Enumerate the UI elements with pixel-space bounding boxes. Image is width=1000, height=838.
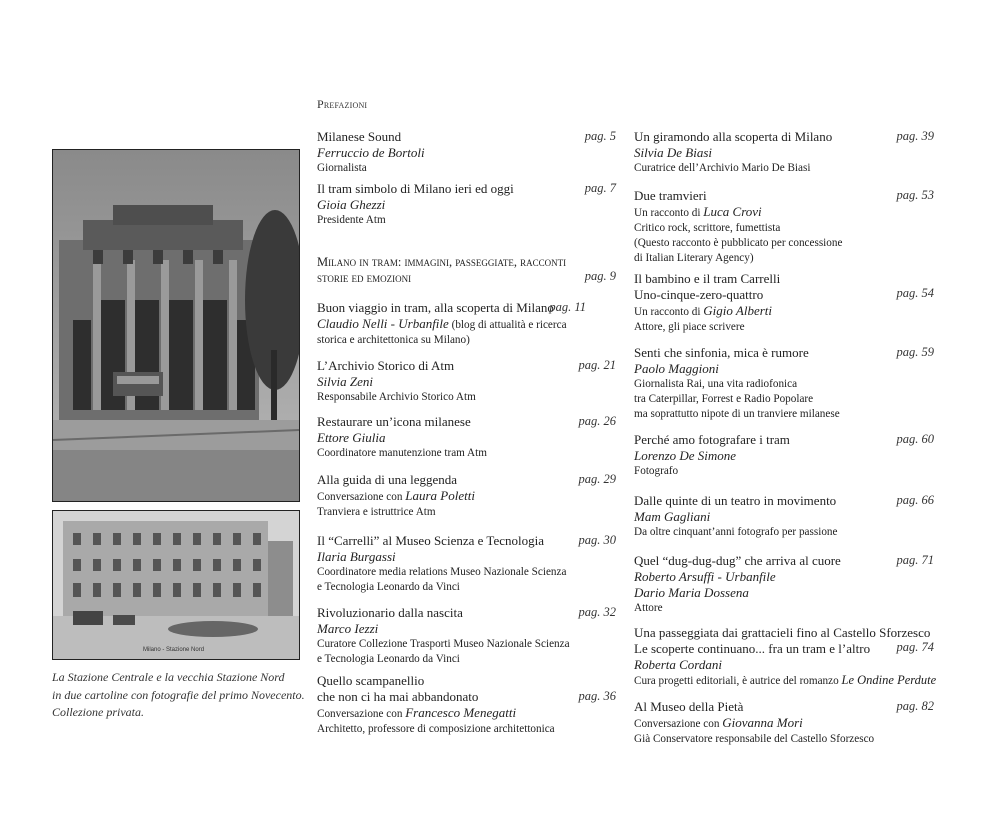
stazione-nord-illustration xyxy=(53,511,299,659)
entry-desc: tra Caterpillar, Forrest e Radio Popolare xyxy=(634,393,814,405)
entry-page: pag. 36 xyxy=(578,689,616,703)
caption-line: in due cartoline con fotografie del primo Novecento. xyxy=(52,687,305,702)
entry-author: Francesco Menegatti xyxy=(405,705,517,720)
entry-author: Giovanna Mori xyxy=(722,715,803,730)
entry-page: pag. 53 xyxy=(896,188,934,202)
entry-author: Silvia De Biasi xyxy=(634,145,712,160)
entry-title: L’Archivio Storico di Atm xyxy=(317,358,455,373)
entry-title: Quello scampanellio xyxy=(317,673,425,688)
entry-author: Gigio Alberti xyxy=(703,303,773,318)
entry-desc: Cura progetti editoriali, è autrice del romanzo xyxy=(634,675,842,687)
entry-page: pag. 54 xyxy=(896,286,934,300)
entry-desc: Architetto, professore di composizione architettonica xyxy=(317,723,555,735)
entry-author: Paolo Maggioni xyxy=(634,361,719,376)
entry-conv: Un racconto di xyxy=(634,306,704,318)
entry-author: Gioia Ghezzi xyxy=(317,197,386,212)
stazione-centrale-illustration xyxy=(53,150,299,501)
entry-author-2: Dario Maria Dossena xyxy=(634,585,749,600)
entry-author: Luca Crovi xyxy=(703,204,762,219)
photo-stazione-nord xyxy=(52,510,300,660)
entry-author: Roberto Arsuffi - Urbanfile xyxy=(634,569,776,584)
entry-desc: Già Conservatore responsabile del Castello Sforzesco xyxy=(634,733,875,745)
entry-title: Quel “dug-dug-dug” che arriva al cuore xyxy=(634,553,841,568)
entry-page: pag. 5 xyxy=(584,129,616,143)
entry-title: Milanese Sound xyxy=(317,129,402,144)
entry-title: Un giramondo alla scoperta di Milano xyxy=(634,129,833,144)
entry-title: Il bambino e il tram Carrelli xyxy=(634,271,781,286)
toc-entry-right-2 xyxy=(634,271,934,335)
toc-entry-right-7 xyxy=(634,625,964,689)
entry-page: pag. 60 xyxy=(896,432,934,446)
caption-line: La Stazione Centrale e la vecchia Stazione Nord xyxy=(52,670,285,684)
entry-desc: storica e architettonica su Milano) xyxy=(317,334,470,346)
entry-title: Una passeggiata dai grattacieli fino al Castello Sforzesco xyxy=(634,625,931,640)
entry-author-suffix: (blog di attualità e ricerca xyxy=(448,319,567,331)
entry-page: pag. 66 xyxy=(896,493,934,507)
entry-page: pag. 39 xyxy=(896,129,934,143)
entry-desc: di Italian Literary Agency) xyxy=(634,252,754,264)
entry-desc: e Tecnologia Leonardo da Vinci xyxy=(317,653,460,665)
entry-page: pag. 32 xyxy=(578,605,616,619)
entry-desc: ma soprattutto nipote di un tranviere milanese xyxy=(634,408,840,420)
entry-author: Silvia Zeni xyxy=(317,374,373,389)
entry-conv: Un racconto di xyxy=(634,207,704,219)
entry-desc: Da oltre cinquant’anni fotografo per passione xyxy=(634,526,838,538)
entry-page: pag. 82 xyxy=(896,699,934,713)
photo-stazione-centrale xyxy=(52,149,300,502)
entry-title: Senti che sinfonia, mica è rumore xyxy=(634,345,809,360)
entry-desc: Critico rock, scrittore, fumettista xyxy=(634,222,781,234)
entry-title-line2: Le scoperte continuano... fra un tram e l’altro xyxy=(634,641,871,656)
entry-page: pag. 29 xyxy=(578,472,616,486)
caption-line: Collezione privata. xyxy=(52,705,144,719)
toc-entry-left-8 xyxy=(317,673,617,737)
entry-title: Restaurare un’icona milanese xyxy=(317,414,471,429)
photo-caption xyxy=(52,669,305,722)
section-head-line: Milano in tram: immagini, passeggiate, racconti xyxy=(317,255,567,269)
entry-title-line2: che non ci ha mai abbandonato xyxy=(317,689,479,704)
entry-title: Il tram simbolo di Milano ieri ed oggi xyxy=(317,181,514,196)
entry-desc: Responsabile Archivio Storico Atm xyxy=(317,391,476,403)
entry-title: Rivoluzionario dalla nascita xyxy=(317,605,463,620)
entry-page: pag. 74 xyxy=(896,640,934,654)
entry-conv: Conversazione con xyxy=(317,708,406,720)
entry-title: Il “Carrelli” al Museo Scienza e Tecnologia xyxy=(317,533,544,548)
entry-desc-italic: Le Ondine Perdute xyxy=(841,673,937,687)
entry-conv: Conversazione con xyxy=(634,718,723,730)
entry-page: pag. 7 xyxy=(584,181,616,195)
entry-desc: Curatrice dell’Archivio Mario De Biasi xyxy=(634,162,811,174)
section-head-prefazioni: Prefazioni xyxy=(317,97,368,111)
entry-author: Ilaria Burgassi xyxy=(317,549,396,564)
entry-desc: Coordinatore media relations Museo Nazionale Scienza xyxy=(317,566,567,578)
entry-title: Alla guida di una leggenda xyxy=(317,472,458,487)
entry-desc: Giornalista xyxy=(317,162,367,174)
entry-title: Dalle quinte di un teatro in movimento xyxy=(634,493,837,508)
entry-page: pag. 59 xyxy=(896,345,934,359)
entry-desc: Coordinatore manutenzione tram Atm xyxy=(317,447,487,459)
entry-author: Claudio Nelli - Urbanfile xyxy=(317,316,449,331)
entry-author: Laura Poletti xyxy=(405,488,475,503)
entry-author: Mam Gagliani xyxy=(634,509,711,524)
entry-author: Marco Iezzi xyxy=(317,621,379,636)
entry-desc: Tranviera e istruttrice Atm xyxy=(317,506,436,518)
entry-page: pag. 71 xyxy=(896,553,934,567)
entry-page: pag. 21 xyxy=(578,358,616,372)
entry-desc: Curatore Collezione Trasporti Museo Nazionale Scienza xyxy=(317,638,570,650)
entry-desc: (Questo racconto è pubblicato per concessione xyxy=(634,237,843,249)
entry-page: pag. 30 xyxy=(578,533,616,547)
entry-desc: Attore xyxy=(634,602,663,614)
entry-title: Due tramvieri xyxy=(634,188,707,203)
entry-author: Roberta Cordani xyxy=(634,657,722,672)
entry-page: pag. 26 xyxy=(578,414,616,428)
entry-desc: Attore, gli piace scrivere xyxy=(634,321,745,333)
entry-conv: Conversazione con xyxy=(317,491,406,503)
entry-title-line2: Uno-cinque-zero-quattro xyxy=(634,287,764,302)
section-head-page: pag. 9 xyxy=(584,269,616,283)
entry-author: Lorenzo De Simone xyxy=(634,448,737,463)
entry-desc: Presidente Atm xyxy=(317,214,386,226)
entry-desc: Fotografo xyxy=(634,465,679,477)
entry-title: Al Museo della Pietà xyxy=(634,699,744,714)
section-head-line: storie ed emozioni xyxy=(317,271,412,285)
entry-author: Ferruccio de Bortoli xyxy=(317,145,425,160)
photo2-label: Milano - Stazione Nord xyxy=(143,647,205,653)
entry-desc: Giornalista Rai, una vita radiofonica xyxy=(634,378,798,390)
entry-title: Perché amo fotografare i tram xyxy=(634,432,790,447)
entry-title: Buon viaggio in tram, alla scoperta di Milano xyxy=(317,300,554,315)
entry-desc: e Tecnologia Leonardo da Vinci xyxy=(317,581,460,593)
entry-author: Ettore Giulia xyxy=(317,430,386,445)
entry-page: pag. 11 xyxy=(549,300,586,314)
